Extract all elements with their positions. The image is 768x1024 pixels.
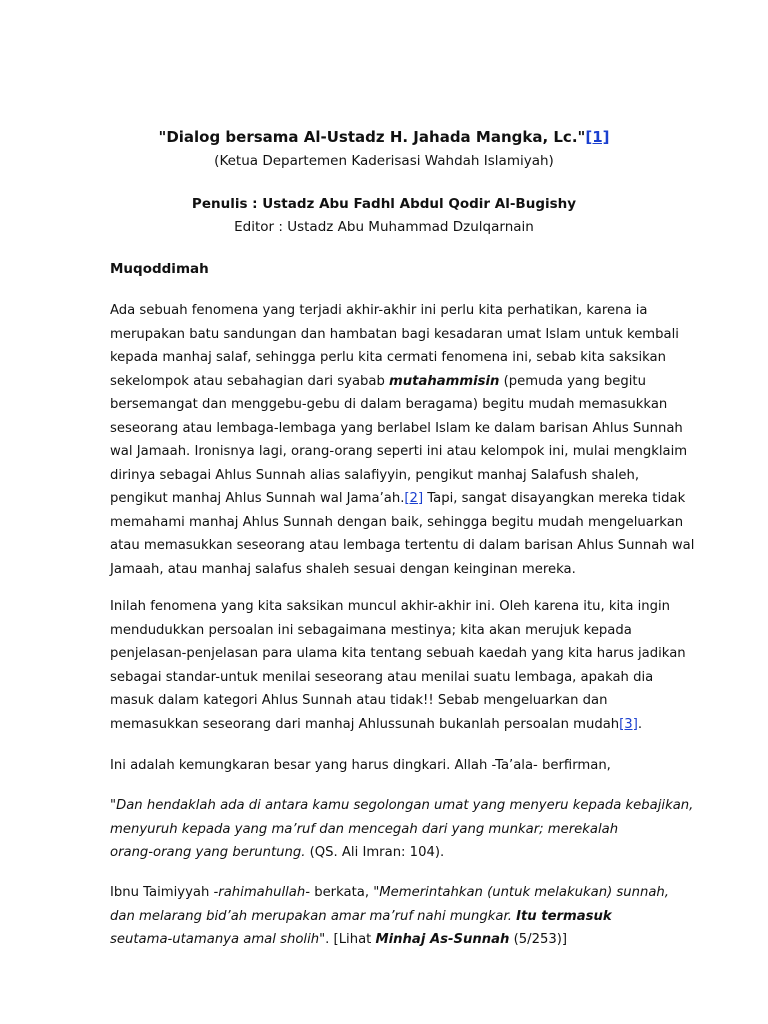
paragraph-3	[110, 754, 670, 778]
text-line: seseorang atau lembaga-lembaga yang berlabel Islam ke dalam barisan Ahlus Sunnah	[110, 420, 683, 436]
text-line: masuk dalam kategori Ahlus Sunnah atau tidak!! Sebab mengeluarkan dan	[110, 693, 608, 708]
document-subtitle: (Ketua Departemen Kaderisasi Wahdah Islamiyah)	[214, 153, 554, 169]
citation: (QS. Ali Imran: 104).	[305, 845, 445, 860]
text-run: berkata,	[310, 885, 374, 900]
text-line	[110, 881, 670, 905]
text-run: (pemuda yang begitu	[499, 373, 646, 389]
quote-text: dan melarang bid’ah merupakan amar ma’ruf nahi mungkar.	[110, 908, 517, 924]
text-line: mendudukkan persoalan ini sebagaimana mestinya; kita akan merujuk kepada	[110, 622, 632, 638]
text-line: Ada sebuah fenomena yang terjadi akhir-akhir ini perlu kita perhatikan, karena ia	[110, 303, 648, 318]
quote-line	[110, 841, 670, 865]
quote-emphasis: Itu termasuk	[516, 908, 612, 924]
text-line	[110, 713, 670, 737]
text-line: penjelasan-penjelasan para ulama kita tentang sebuah kaedah yang kita harus jadikan	[110, 646, 686, 661]
paragraph-1	[110, 299, 695, 581]
text-line: kepada manhaj salaf, sehingga perlu kita cermati fenomena ini, sebab kita saksikan	[110, 350, 666, 365]
footnote-link-1[interactable]: [1]	[585, 128, 610, 146]
text-run: .	[637, 716, 643, 732]
text-line	[110, 928, 670, 952]
text-line: bersemangat dan menggebu-gebu di dalam beragama) begitu mudah memasukkan	[110, 397, 668, 412]
quote-text: "Memerintahkan (untuk melakukan) sunnah,	[373, 885, 669, 900]
text-run: pengikut manhaj Ahlus Sunnah wal Jama’ah.	[110, 491, 405, 506]
honorific: -rahimahullah-	[213, 885, 310, 900]
text-line: Inilah fenomena yang kita saksikan muncul akhir-akhir ini. Oleh karena itu, kita ingin	[110, 599, 671, 614]
text-line: merupakan batu sandungan dan hambatan bagi kesadaran umat Islam untuk kembali	[110, 326, 679, 342]
title-text: "Dialog bersama Al-Ustadz H. Jahada Mangka, Lc."	[158, 128, 586, 146]
document-title	[0, 128, 768, 146]
text-run: Ibnu Taimiyyah	[110, 885, 214, 900]
text-line: dirinya sebagai Ahlus Sunnah alias salafiyyin, pengikut manhaj Salafush shaleh,	[110, 467, 640, 483]
quran-quote	[110, 794, 694, 865]
book-title: Minhaj As-Sunnah	[375, 932, 510, 947]
author-line: Penulis : Ustadz Abu Fadhl Abdul Qodir Al-Bugishy	[191, 196, 577, 212]
emphasis-term: mutahammisin	[389, 373, 500, 389]
editor-line: Editor : Ustadz Abu Muhammad Dzulqarnain	[234, 219, 534, 235]
text-line: sebagai standar-untuk menilai seseorang atau menilai suatu lembaga, apakah dia	[110, 669, 654, 685]
text-run: (5/253)]	[509, 932, 568, 947]
paragraph-5	[110, 881, 670, 952]
text-line: Ini adalah kemungkaran besar yang harus dingkari. Allah -Ta’ala- berfirman,	[110, 758, 611, 773]
quote-line: menyuruh kepada yang ma’ruf dan mencegah dari yang munkar; merekalah	[110, 821, 619, 837]
text-line: memahami manhaj Ahlus Sunnah dengan baik, sehingga begitu mudah mengeluarkan	[110, 514, 684, 530]
quote-text: orang-orang yang beruntung.	[110, 845, 306, 860]
section-heading: Muqoddimah	[110, 261, 209, 277]
text-line	[110, 487, 686, 511]
footnote-link-2[interactable]: [2]	[404, 491, 424, 506]
text-line: Jamaah, atau manhaj salafus shaleh sesuai dengan keinginan mereka.	[110, 561, 576, 577]
text-line	[110, 905, 670, 929]
text-run: Tapi, sangat disayangkan mereka tidak	[423, 491, 686, 506]
text-line: wal Jamaah. Ironisnya lagi, orang-orang seperti ini atau kelompok ini, mulai mengklaim	[110, 444, 688, 459]
text-line	[110, 370, 670, 394]
footnote-link-3[interactable]: [3]	[619, 716, 638, 732]
paragraph-2	[110, 595, 686, 736]
text-line: atau memasukkan seseorang atau lembaga tertentu di dalam barisan Ahlus Sunnah wal	[110, 538, 695, 553]
text-run: sekelompok atau sebahagian dari syabab	[110, 373, 390, 389]
text-run: memasukkan seseorang dari manhaj Ahlussunah bukanlah persoalan mudah	[110, 716, 620, 732]
text-run: . [Lihat	[325, 932, 376, 947]
quote-line: "Dan hendaklah ada di antara kamu segolongan umat yang menyeru kepada kebajikan,	[110, 798, 694, 813]
quote-text: seutama-utamanya amal sholih"	[110, 932, 326, 947]
